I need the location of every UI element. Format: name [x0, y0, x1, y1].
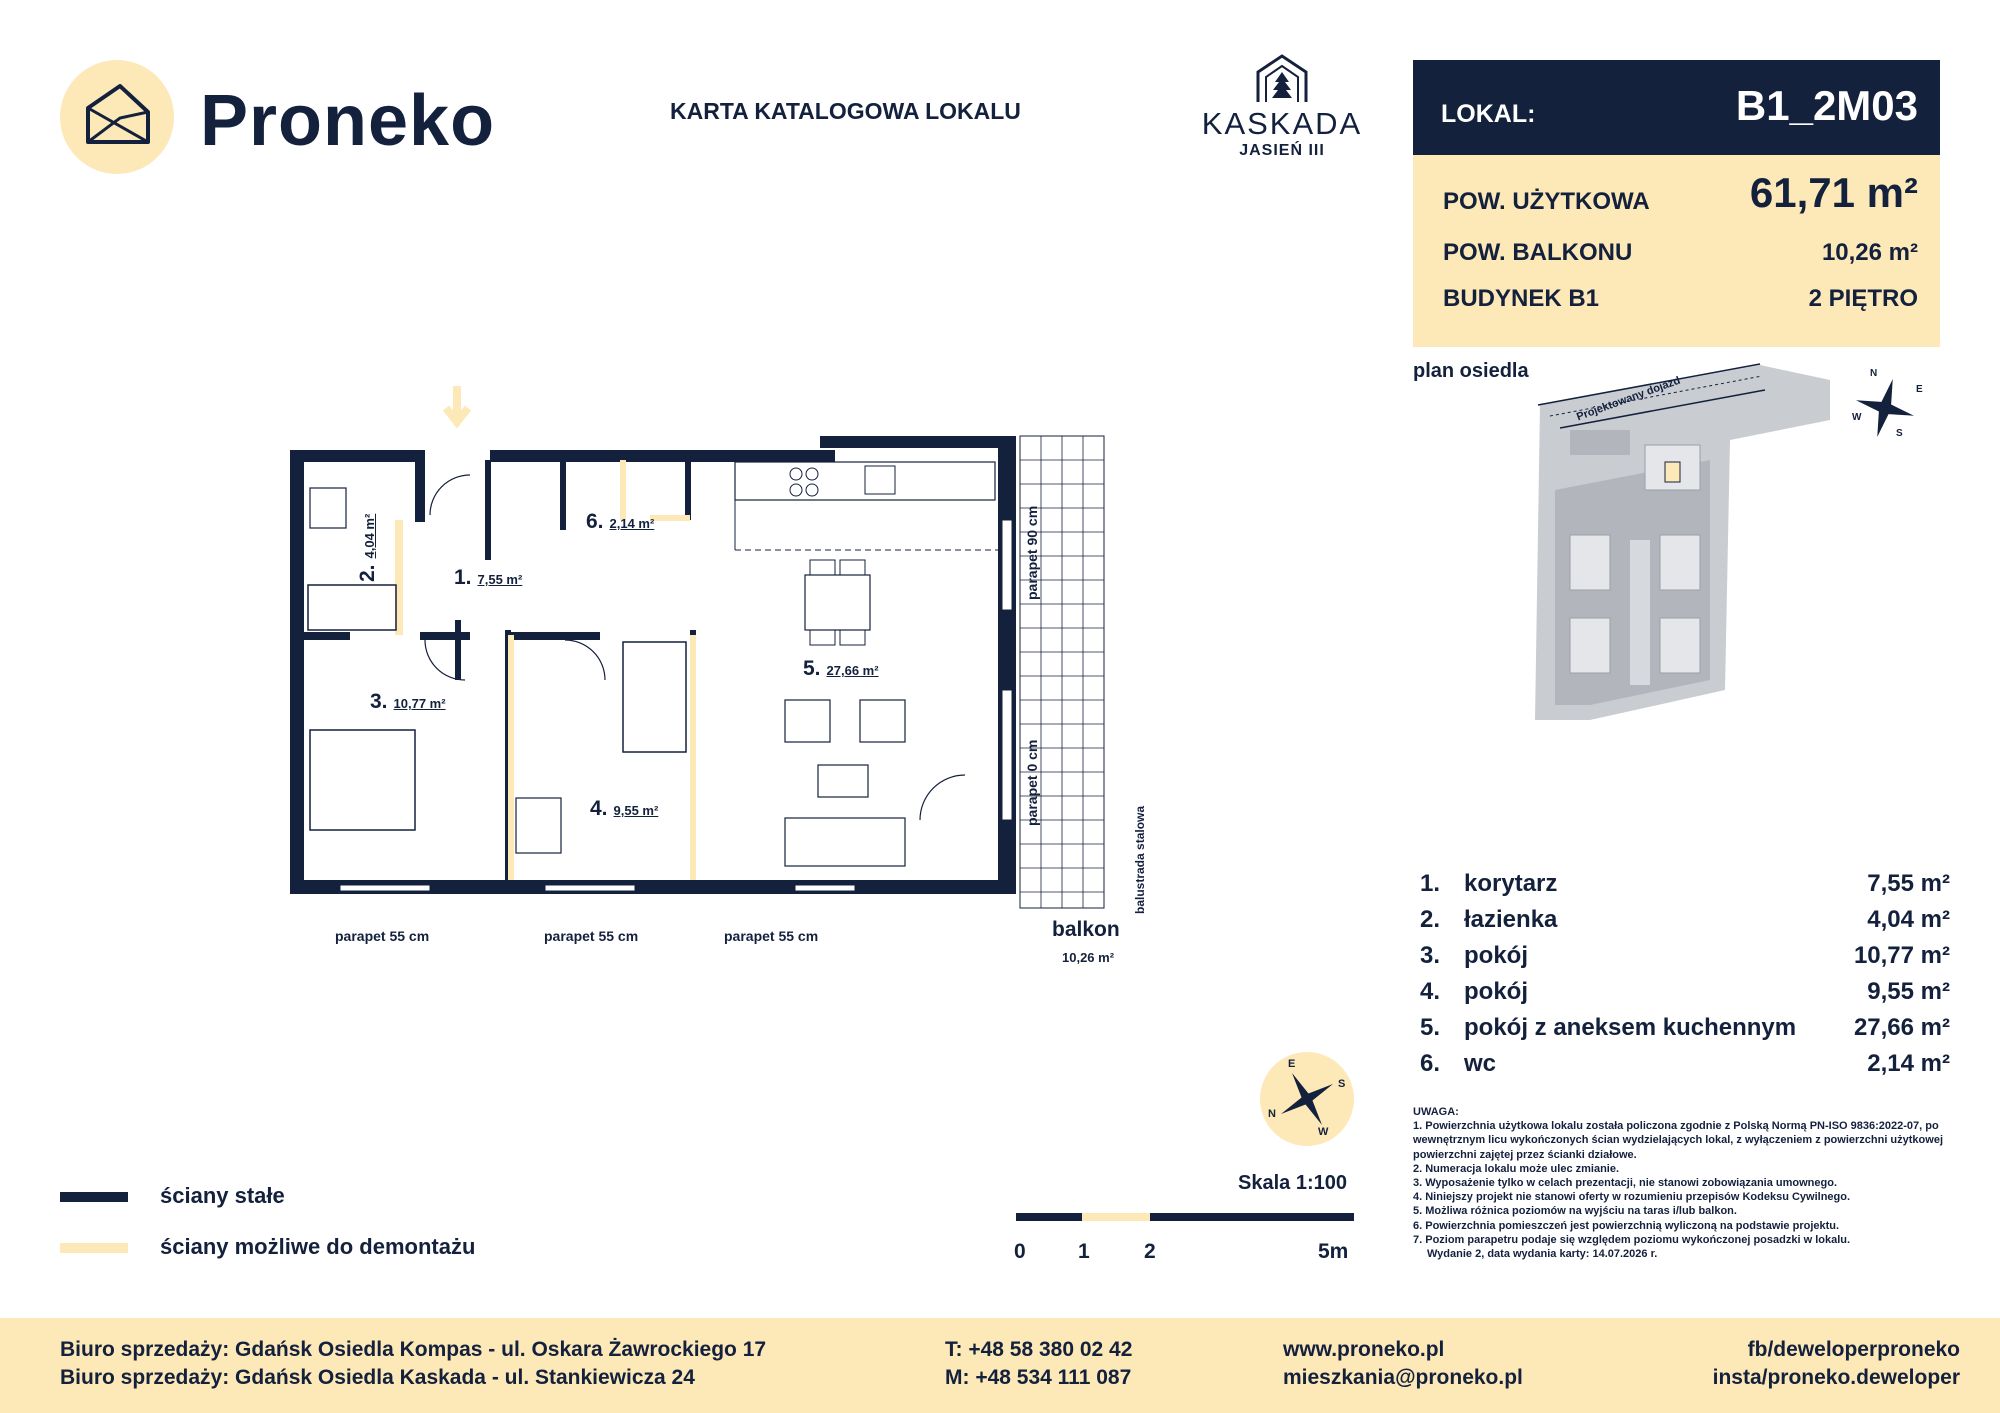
- legend-fixed-walls: ściany stałe: [160, 1183, 285, 1208]
- footer: [0, 1318, 2000, 1413]
- floor-value: 2 PIĘTRO: [1808, 285, 1918, 312]
- road-label: Projektowany dojazd: [1575, 374, 1682, 424]
- brand-logo-circle: [60, 60, 174, 174]
- window-sill-label-0: parapet 0 cm: [1024, 739, 1040, 826]
- kaskada-house-icon: [1252, 52, 1312, 104]
- note-item: 6. Powierzchnia pomieszczeń jest powierzchnią wyliczoną na podstawie projektu.: [1413, 1219, 1840, 1232]
- balcony-label: balkon: [1052, 918, 1120, 941]
- entrance-arrow-icon: [446, 386, 468, 422]
- phone-landline[interactable]: T: +48 58 380 02 42: [945, 1338, 1133, 1361]
- railing-label: balustrada stalowa: [1133, 805, 1147, 914]
- room-label-1: 1. 7,55 m²: [454, 566, 523, 589]
- room-list-item: 1. korytarz 7,55 m²: [1420, 870, 1950, 897]
- scale-tick: 5m: [1318, 1240, 1349, 1263]
- instagram-link[interactable]: insta/proneko.deweloper: [1712, 1366, 1960, 1389]
- note-item: 1. Powierzchnia użytkowa lokalu została policzona zgodnie z Polską Normą PN-ISO 9836:2022-07, po wewnętrznym licu wykończonych ścian wydzielających lokal, z wyłączeniem z powierzchni użytkowej powierzchni zajętej przez ścianki działowe.: [1413, 1120, 1944, 1161]
- building-label: BUDYNEK B1: [1443, 285, 1600, 312]
- scale-segment: [1150, 1213, 1354, 1221]
- scale-label: Skala 1:100: [1238, 1172, 1347, 1194]
- notes-block: [1413, 1105, 1943, 1261]
- notes-heading: UWAGA:: [1413, 1106, 1459, 1118]
- site-compass-e: E: [1916, 384, 1923, 395]
- brand-name: Proneko: [200, 81, 496, 161]
- document-title: KARTA KATALOGOWA LOKALU: [670, 98, 1021, 124]
- compass-w: W: [1318, 1126, 1329, 1138]
- floor-plan: [280, 380, 1140, 930]
- site-compass: [1845, 368, 1925, 448]
- note-item: 5. Możliwa różnica poziomów na wyjściu na taras i/lub balkon.: [1413, 1205, 1737, 1218]
- facebook-link[interactable]: fb/deweloperproneko: [1747, 1338, 1960, 1361]
- room-label-5: 5. 27,66 m²: [803, 657, 879, 680]
- compass-s: S: [1338, 1078, 1346, 1090]
- kaskada-subtitle: JASIEŃ III: [1239, 142, 1325, 159]
- balcony-area-label: POW. BALKONU: [1443, 239, 1633, 266]
- sales-office-1: Biuro sprzedaży: Gdańsk Osiedla Kompas - ul. Oskara Żawrockiego 17: [60, 1338, 767, 1361]
- site-compass-s: S: [1896, 428, 1903, 439]
- room-list-item: 5. pokój z aneksem kuchennym 27,66 m²: [1420, 1014, 1950, 1041]
- house-logo-icon: [60, 60, 174, 174]
- note-item: 3. Wyposażenie tylko w celach prezentacji, nie stanowi zobowiązania umownego.: [1413, 1177, 1838, 1190]
- note-edition: Wydanie 2, data wydania karty: 14.07.2026 r.: [1427, 1248, 1658, 1261]
- compass-e: E: [1288, 1058, 1296, 1070]
- compass-n: N: [1268, 1108, 1276, 1120]
- room-label-2: 2.4,04 m²: [356, 513, 379, 582]
- kaskada-logo: [1200, 52, 1364, 160]
- room-list-item: 4. pokój 9,55 m²: [1420, 978, 1950, 1005]
- balcony-area-label: 10,26 m²: [1062, 950, 1115, 965]
- room-list-item: 2. łazienka 4,04 m²: [1420, 906, 1950, 933]
- window-sill-label: parapet 55 cm: [544, 928, 639, 944]
- scale-segment: [1082, 1213, 1150, 1221]
- legend-removable-walls-swatch: [60, 1243, 128, 1253]
- site-compass-w: W: [1852, 412, 1862, 423]
- floorplan-compass: [1260, 1052, 1354, 1146]
- compass-icon: [1260, 1052, 1354, 1146]
- room-list-item: 3. pokój 10,77 m²: [1420, 942, 1950, 969]
- compass-icon: [1845, 368, 1925, 448]
- room-label-6: 6. 2,14 m²: [586, 510, 655, 533]
- lokal-label: LOKAL:: [1441, 100, 1536, 128]
- unit-details-box: [1413, 155, 1940, 347]
- scale-tick: 2: [1144, 1240, 1156, 1263]
- lokal-value: B1_2M03: [1735, 82, 1918, 129]
- balcony-area-value: 10,26 m²: [1821, 239, 1918, 266]
- sales-office-2: Biuro sprzedaży: Gdańsk Osiedla Kaskada - ul. Stankiewicza 24: [60, 1366, 695, 1389]
- room-label-3: 3. 10,77 m²: [370, 690, 446, 713]
- unit-header-box: [1413, 60, 1940, 155]
- usable-area-label: POW. UŻYTKOWA: [1443, 188, 1650, 215]
- scale-tick: 0: [1014, 1240, 1026, 1263]
- note-item: 2. Numeracja lokalu może ulec zmianie.: [1413, 1162, 1620, 1175]
- kaskada-name: KASKADA: [1201, 106, 1363, 141]
- scale-tick: 1: [1078, 1240, 1090, 1263]
- window-sill-label-90: parapet 90 cm: [1024, 505, 1040, 600]
- usable-area-value: 61,71 m²: [1749, 169, 1918, 216]
- email-link[interactable]: mieszkania@proneko.pl: [1283, 1366, 1523, 1389]
- legend-fixed-walls-swatch: [60, 1192, 128, 1202]
- site-compass-n: N: [1870, 368, 1878, 379]
- scale-segment: [1016, 1213, 1082, 1221]
- note-item: 7. Poziom parapetru podaje się względem poziomu wykończonej posadzki w lokalu.: [1413, 1233, 1851, 1246]
- note-item: 4. Niniejszy projekt nie stanowi oferty w rozumieniu przepisów Kodeksu Cywilnego.: [1413, 1191, 1851, 1204]
- phone-mobile[interactable]: M: +48 534 111 087: [945, 1366, 1132, 1389]
- legend-removable-walls: ściany możliwe do demontażu: [160, 1234, 476, 1259]
- room-list-item: 6. wc 2,14 m²: [1420, 1050, 1950, 1077]
- window-sill-label: parapet 55 cm: [724, 928, 819, 944]
- room-label-4: 4. 9,55 m²: [590, 797, 659, 820]
- window-sill-label: parapet 55 cm: [335, 928, 430, 944]
- website-link[interactable]: www.proneko.pl: [1283, 1338, 1445, 1361]
- site-plan-label: plan osiedla: [1413, 360, 1529, 382]
